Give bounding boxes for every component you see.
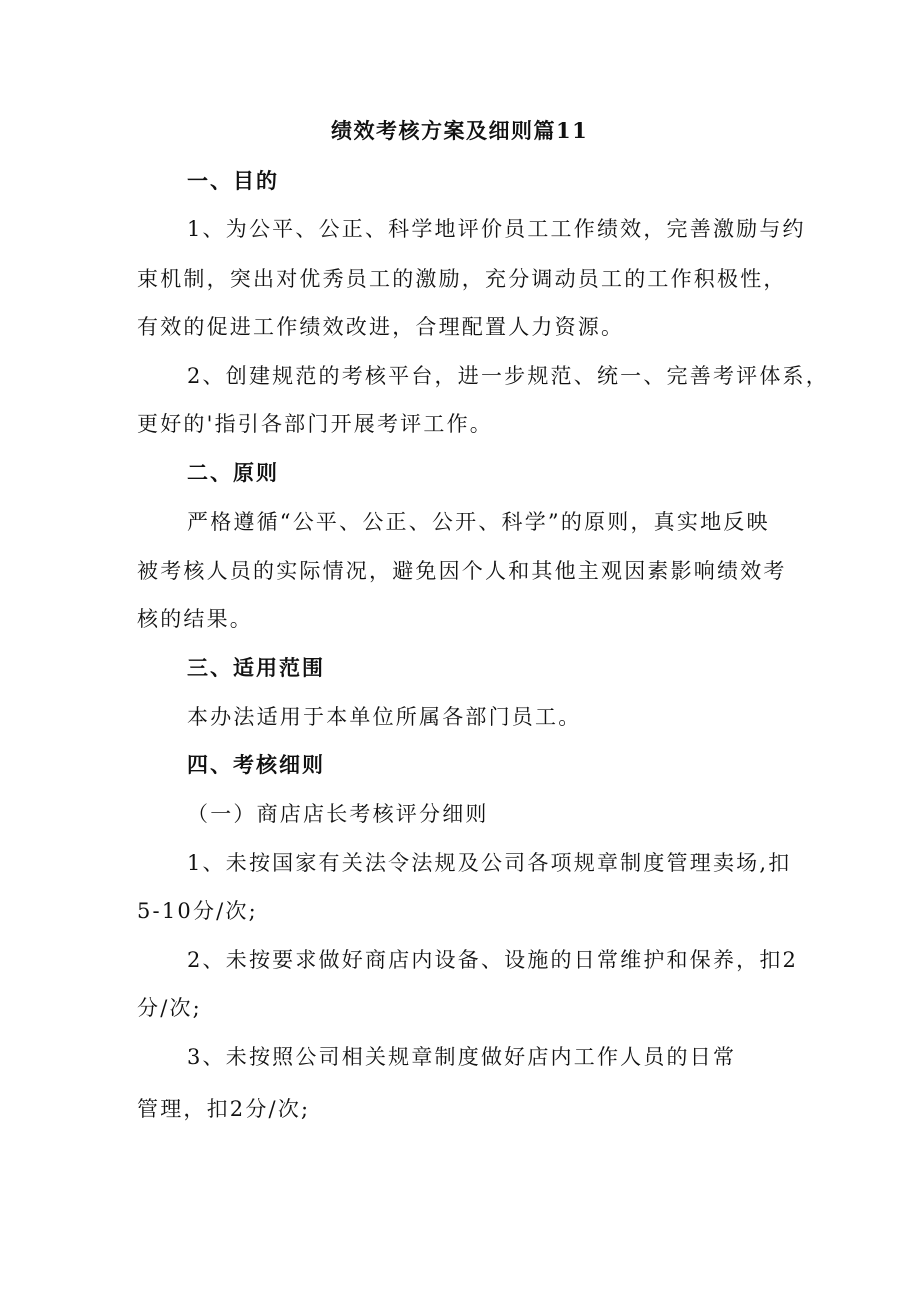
- paragraph-line: 5-10分/次;: [137, 899, 258, 923]
- paragraph-line: 核的结果。: [137, 607, 253, 631]
- paragraph-line: 1、为公平、公正、科学地评价员工工作绩效，完善激励与约: [187, 217, 806, 241]
- section-heading-principle: 二、原则: [187, 460, 279, 485]
- paragraph-line: 管理，扣2分/次;: [137, 1097, 311, 1121]
- paragraph-line: 3、未按照公司相关规章制度做好店内工作人员的日常: [187, 1045, 737, 1069]
- paragraph-line: 2、未按要求做好商店内设备、设施的日常维护和保养，扣2: [187, 948, 799, 972]
- paragraph-line: 分/次;: [137, 996, 202, 1020]
- paragraph-line: 被考核人员的实际情况，避免因个人和其他主观因素影响绩效考: [137, 559, 787, 583]
- paragraph-line: 束机制，突出对优秀员工的激励，充分调动员工的工作积极性，: [137, 267, 787, 291]
- paragraph-line: 有效的促进工作绩效改进，合理配置人力资源。: [137, 315, 625, 339]
- paragraph-line: 严格遵循“公平、公正、公开、科学”的原则，真实地反映: [187, 510, 770, 534]
- section-heading-scope: 三、适用范围: [187, 655, 325, 680]
- paragraph-line: 更好的'指引各部门开展考评工作。: [137, 412, 493, 436]
- subsection-heading: （一）商店店长考核评分细则: [187, 802, 489, 826]
- section-heading-purpose: 一、目的: [187, 168, 279, 193]
- paragraph-line: 2、创建规范的考核平台，进一步规范、统一、完善考评体系，: [187, 364, 829, 388]
- section-heading-rules: 四、考核细则: [187, 752, 325, 777]
- page-title: 绩效考核方案及细则篇11: [331, 118, 589, 143]
- paragraph-line: 1、未按国家有关法令法规及公司各项规章制度管理卖场,扣: [187, 851, 792, 875]
- paragraph-line: 本办法适用于本单位所属各部门员工。: [187, 705, 582, 729]
